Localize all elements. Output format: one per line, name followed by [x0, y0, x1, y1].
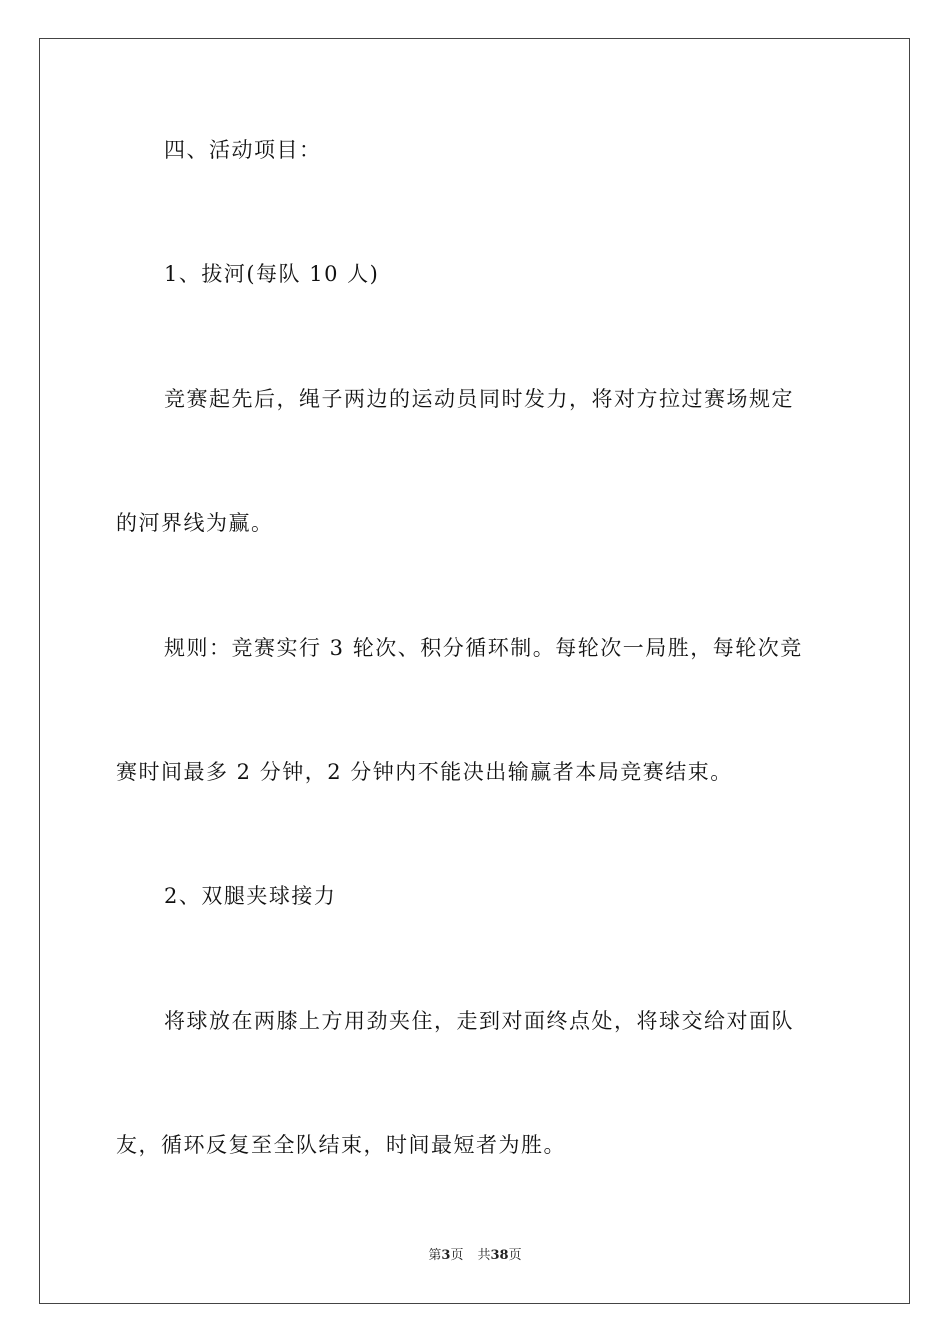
item-1-description-line-2: 的河界线为赢。: [116, 511, 274, 535]
item-1-title: 1、拔河(每队 10 人): [164, 262, 380, 286]
footer-total-suffix: 页: [508, 1248, 522, 1263]
page-footer: [0, 1246, 950, 1266]
section-heading: 四、活动项目：: [164, 138, 322, 162]
footer-page-prefix: 第: [428, 1248, 442, 1263]
item-2-description-line-1: 将球放在两膝上方用劲夹住，走到对面终点处，将球交给对面队: [164, 1009, 794, 1033]
item-1-rules-line-2: 赛时间最多 2 分钟，2 分钟内不能决出输赢者本局竞赛结束。: [116, 760, 733, 784]
footer-total-pages: 38: [490, 1248, 509, 1263]
item-2-description-line-2: 友，循环反复至全队结束，时间最短者为胜。: [116, 1133, 566, 1157]
item-2-title: 2、双腿夹球接力: [164, 884, 337, 908]
footer-page-suffix: 页: [450, 1248, 464, 1263]
item-1-rules-line-1: 规则：竞赛实行 3 轮次、积分循环制。每轮次一局胜，每轮次竞: [164, 636, 803, 660]
item-1-description-line-1: 竞赛起先后，绳子两边的运动员同时发力，将对方拉过赛场规定: [164, 387, 794, 411]
footer-total-prefix: 共: [477, 1248, 491, 1263]
footer-page-number: 3: [441, 1248, 451, 1263]
page-frame: [39, 38, 910, 1304]
